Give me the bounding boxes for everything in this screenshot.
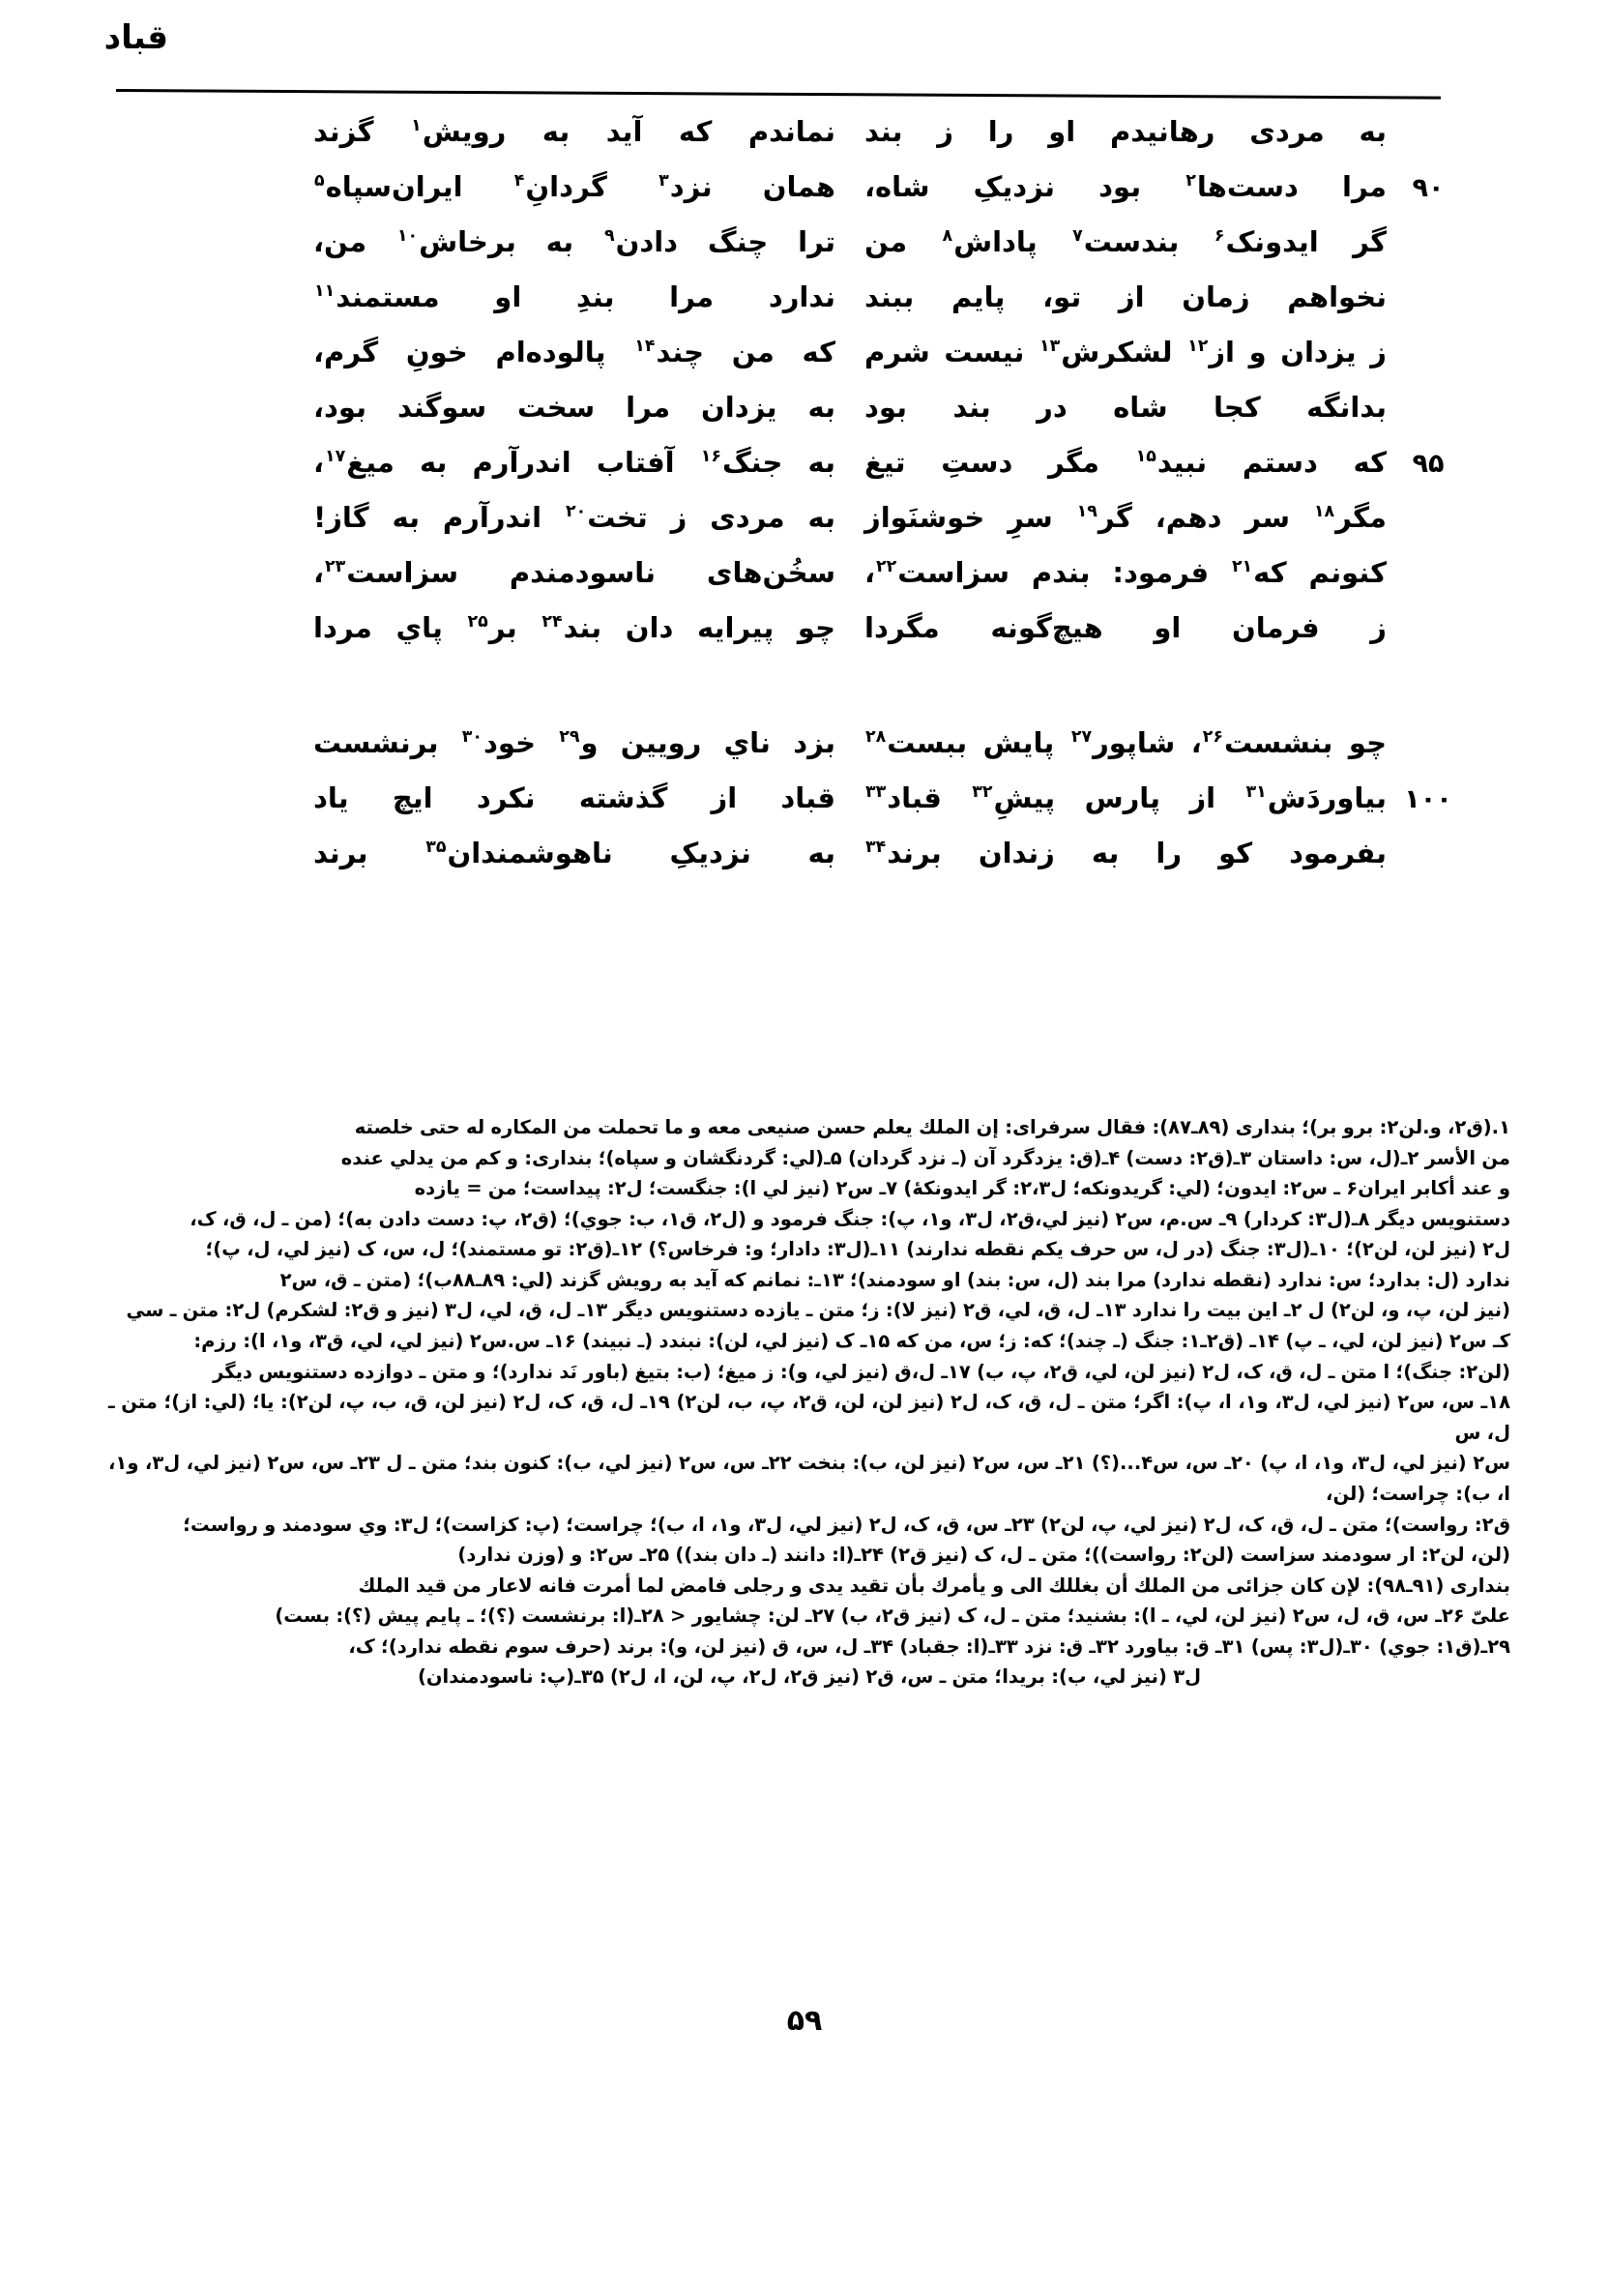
apparatus-marker: ۱۳ [1039, 337, 1061, 357]
apparatus-marker: ۲۵ [467, 612, 488, 633]
poem-stanza [116, 725, 1470, 891]
hemistich-second: نماندم که آید به رویش$^۱$ گزند [313, 115, 835, 148]
poem-verse-line [116, 390, 1470, 445]
apparatus-marker: ۲۹ [559, 727, 580, 748]
apparatus-marker: ۱۵ [1135, 447, 1156, 467]
apparatus-marker: ۴ [513, 171, 525, 191]
apparatus-marker: ۶ [1214, 226, 1225, 247]
apparatus-line: ل۲ (نیز لن، لن۲)؛ ۱۰ـ(ل۳: جنگ (در ل، س حرف یکم نقطه ندارند) ۱۱ـ(ل۳: دادار؛ و: فرخاس؟) ۱۲ـ(ق۲: تو مستمند)؛ ل، س، ک (نیز لي، ل، پ)؛ [205, 1238, 1510, 1261]
apparatus-line: و عند أكابر ايران۶ ـ س۲: ایدون؛ (لي: گریدونکه؛ ل۲،۳: گر ایدونکۀ) ۷ـ س۲ (نیز لي ا): جنگست؛ ل۲: پیداست؛ من = یازده [414, 1177, 1510, 1200]
poem-verse-line [116, 280, 1470, 335]
apparatus-marker: ۲۴ [541, 612, 563, 633]
poem-verse-line [116, 224, 1470, 280]
apparatus-marker: ۲۶ [1202, 727, 1223, 748]
hemistich-first: کنونم که$^{۲۱}$ فرمود: بندم سزاست$^{۲۲}$، [864, 556, 1387, 589]
hemistich-second: چو پیرایه دان بند$^{۲۴}$ بر$^{۲۵}$ پاي مردا [313, 611, 836, 644]
apparatus-line: ل۳ (نیز لي، ب): بریدا؛ متن ـ س، ق۲ (نیز ق۲، ل۲، پ، لن، ا، ل۲) ۳۵ـ(پ: ناسودمندان) [417, 1665, 1202, 1689]
apparatus-marker: ۲۸ [865, 727, 887, 748]
poem-stanza [116, 114, 1470, 665]
apparatus-marker: ۱۸ [1313, 502, 1335, 522]
running-head [103, 18, 168, 79]
hemistich-first: چو بنشست$^{۲۶}$، شاپور$^{۲۷}$ پایش ببست$^{۲۸}$ [865, 726, 1388, 759]
apparatus-marker: ۳ [658, 171, 669, 191]
apparatus-marker: ۱۰ [396, 226, 419, 247]
apparatus-line: کـ س۲ (نیز لن، لي، ـ پ) ۱۴ـ (ق۲ـ۱: جنگ (ـ چند)؛ که: ز؛ س، من که ۱۵ـ ک (نیز لي، لن): نبندد (ـ نبیند) ۱۶ـ س.س۲ (نیز لي، لي، ق۳، و۱، ا): رزم: [193, 1330, 1510, 1353]
apparatus-marker: ۲۰ [565, 502, 587, 522]
hemistich-second: ندارد مرا بندِ او مستمند$^{۱۱}$ [314, 280, 835, 313]
apparatus-marker: ۱۲ [1187, 337, 1209, 357]
apparatus-marker: ۱۶ [700, 447, 721, 467]
hemistich-second: به جنگ$^{۱۶}$ آفتاب اندرآرم به میغ$^{۱۷}$، [313, 446, 835, 479]
apparatus-line: علىّ ۲۶ـ س، ق، ل، س۲ (نیز لن، لي، ـ ا): بشنید؛ متن ـ ل، ک (نیز ق۲، ب) ۲۷ـ لن: چشایور < ۲۸ـ(ا: برنشست (؟)؛ ـ پا‌یم پیش (؟): بست) [275, 1604, 1510, 1628]
hemistich-first: که دستم نبید$^{۱۵}$ مگر دستِ تیغ [864, 446, 1387, 479]
hemistich-first: بیاوردَش$^{۳۱}$ از پارس پیشِ$^{۳۲}$ قباد$^{۳۳}$ [865, 781, 1387, 814]
page-number: ۵۹ [786, 2004, 823, 2038]
hemistich-first: ز یزدان و از$^{۱۲}$ لشکرش$^{۱۳}$ نیست شرم [864, 336, 1387, 368]
apparatus-line: ندارد (ل: بدارد؛ س: ندارد (نقطه ندارد) مرا بند (ل، س: بند) او سودمند)؛ ۱۳ـ: نمانم که آید به رویش گزند (لي: ۸۹ـ۸۸ب)؛ (متن ـ ق، س۲ [279, 1268, 1510, 1291]
poem-verse-line [116, 555, 1470, 610]
hemistich-second: قباد از گذشته نکرد ایچ یاد [313, 781, 835, 814]
apparatus-marker: ۳۵ [425, 838, 447, 858]
verse-number: ۱۰۰ [1404, 784, 1452, 814]
poem-verse-line [116, 114, 1470, 169]
apparatus-marker: ۸ [942, 226, 953, 247]
hemistich-first: مرا دست‌ها$^۲$ بود نزدیکِ شاه، [864, 170, 1387, 203]
apparatus-marker: ۳۳ [865, 782, 887, 803]
poem-verse-line [116, 445, 1470, 500]
apparatus-line: بنداری (۹۱ـ۹۸): لإن كان جزائى من الملك أن بغللك الى و يأمرك بأن تقید یدی و رجلی فامض لما أمرت فانه لاعار من قید الملك [358, 1574, 1510, 1597]
poem-verse-line [116, 500, 1470, 555]
apparatus-line: من الأسر ۲ـ(ل، س: داستان ۳ـ(ق۲: دست) ۴ـ(ق: یزدگرد آن (ـ نزد گردان) ۵ـ(لي: گردنگشان و سپاه)؛ بنداری: و كم من يدلي عنده [340, 1146, 1510, 1169]
running-head-text: قباد [103, 18, 168, 57]
apparatus-marker: ۱۷ [325, 447, 346, 467]
apparatus-marker: ۵ [314, 171, 325, 191]
poem-verse-line [116, 169, 1470, 224]
hemistich-second: بزد ناي رويين و$^{۲۹}$ خود$^{۳۰}$ برنشست [313, 726, 836, 759]
poem-verse-line [116, 610, 1470, 665]
apparatus-marker: ۲۲ [876, 557, 897, 577]
hemistich-first: مگر$^{۱۸}$ سر دهم، گر$^{۱۹}$ سرِ خوشنَواز [864, 501, 1387, 534]
hemistich-first: نخواهم زمان از تو، پایم ببند [864, 280, 1387, 313]
hemistich-first: بدانگه کجا شاه در بند بود [864, 391, 1387, 424]
poem-verse-line [116, 725, 1470, 780]
apparatus-marker: ۳۰ [461, 727, 483, 748]
hemistich-second: به یزدان مرا سخت سوگند بود، [313, 391, 835, 424]
apparatus-line: (نیز لن، پ، و، لن۲) ل ۲ـ این بیت را ندارد ۱۳ـ ل، ق، لي، ق۲ (نیز لا): ز؛ متن ـ یازده دستنویس دیگر ۱۳ـ ل، ق، لي، ل۳ (نیز و ق۲: لشکرم) ل۲: متن ـ سي [126, 1299, 1510, 1322]
apparatus-marker: ۲۱ [1231, 557, 1253, 577]
poem-verse-line [116, 780, 1470, 836]
apparatus-marker: ۹ [603, 226, 615, 247]
apparatus-marker: ۱۹ [1076, 502, 1097, 522]
verse-number: ۹۵ [1412, 449, 1445, 479]
apparatus-line: ۲۹ـ(ق۱: جوي) ۳۰ـ(ل۳: پس) ۳۱ـ ق: بیاورد ۳۲ـ ق: نزد ۳۳ـ(ا: جقباد) ۳۴ـ ل، س، ق (نیز لن، و): برند (حرف سوم نقطه ندارد)؛ ک، [348, 1634, 1510, 1658]
poem-body [116, 114, 1470, 900]
apparatus-line: ق۲: رواست)؛ متن ـ ل، ق، ک، ل۲ (نیز لي، پ، لن۲) ۲۳ـ س، ق، ک، ل۲ (نیز لي، ل۳، و۱، ا، ب)؛ چراست؛ (پ: کزاست)؛ ل۳: وي سودمند و رواست؛ [183, 1513, 1510, 1536]
apparatus-line: (لن، لن۲: ار سودمند سزاست (لن۲: رواست))؛ متن ـ ل، ک (نیز ق۲) ۲۴ـ(ا: دانند (ـ دان بند)) ۲۵ـ س۲: و (وزن ندارد) [457, 1544, 1510, 1567]
apparatus-line: دستنویس دیگر ۸ـ(ل۳: کردار) ۹ـ س.م، س۲ (نیز لي،ق۲، ل۳، و۱، پ): جنگ فرمود و (ل۲، ق۱، ب: جوي)؛ (ق۲، پ: دست دادن به)؛ (من ـ ل، ق، ک، [190, 1207, 1510, 1230]
hemistich-second: که من چند$^{۱۴}$ پالوده‌ام خونِ گرم، [313, 336, 835, 368]
apparatus-marker: ۱ [411, 116, 422, 136]
hemistich-first: گر ایدونک$^۶$ بندست$^۷$ پاداش$^۸$ من [864, 225, 1387, 258]
apparatus-marker: ۳۱ [1245, 782, 1267, 803]
critical-apparatus [108, 1112, 1510, 1693]
hemistich-second: همان نزد$^۳$ گردانِ$^۴$ ایران‌سپاه$^۵$ [314, 170, 835, 203]
apparatus-line: س۲ (نیز لي، ل۳، و۱، ا، پ) ۲۰ـ س، س۴...(؟) ۲۱ـ س، س۲ (نیز لن، ب): بنخت ۲۲ـ س، س۲ (نیز لي، ب): کنون بند؛ متن ـ ل ۲۳ـ س، س۲ (نیز لي، ل۳، و۱، ا، ب): چراست؛ (لن، [108, 1452, 1511, 1505]
hemistich-first: بفرمود کو را به زندان برند$^{۳۴}$ [865, 837, 1387, 869]
apparatus-marker: ۲۳ [325, 557, 346, 577]
apparatus-line: ۱.(ق۲، و.لن۲: برو بر)؛ بنداری (۸۹ـ۸۷): فقال سرفرای: إن الملك يعلم حسن صنيعى معه و ما تحملت من المكاره له حتى خلصته [354, 1116, 1510, 1138]
apparatus-marker: ۷ [1072, 226, 1083, 247]
hemistich-second: به نزدیکِ ناهوشمندان$^{۳۵}$ برند [313, 837, 836, 869]
apparatus-line: ۱۸ـ س، س۲ (نیز لي، ل۳، و۱، ا، پ): اگر؛ متن ـ ل، ق، ک، ل۲ (نیز لن، لن، ق۲، پ، ب، لن۲) ۱۹ـ ل، ق، ک، ل۲ (نیز لن، ق، ب، پ، لن۲): یا؛ (لي: از)؛ متن ـ ل، س [108, 1391, 1510, 1444]
apparatus-marker: ۲۷ [1070, 727, 1093, 748]
verse-number: ۹۰ [1412, 173, 1445, 203]
apparatus-marker: ۲ [1185, 171, 1196, 191]
apparatus-line: (لن۲: جنگ)؛ ا متن ـ ل، ق، ک، ل۲ (نیز لن، لي، ق۲، پ، ب) ۱۷ـ ل،ق (نیز لي، و): ز میغ؛ (ب: بتیغ (باور نَد ندارد)؛ و متن ـ دوازده دستنویس دیگر [213, 1360, 1510, 1383]
hemistich-first: ز فرمان او هیچ‌گونه مگردا [864, 611, 1387, 644]
hemistich-second: به مردی ز تخت$^{۲۰}$ اندرآرم به گاز! [313, 501, 835, 534]
apparatus-marker: ۱۴ [634, 337, 656, 357]
apparatus-marker: ۳۴ [865, 838, 887, 858]
hemistich-second: سخُن‌های ناسودمندم سزاست$^{۲۳}$، [313, 556, 835, 589]
apparatus-marker: ۱۱ [314, 281, 336, 302]
poem-verse-line [116, 335, 1470, 390]
hemistich-second: ترا چنگ دادن$^۹$ به برخاش$^{۱۰}$ من، [313, 225, 836, 258]
header-rule-divider [116, 89, 1441, 100]
hemistich-first: به مردی رهانیدم او را ز بند [864, 115, 1387, 148]
poem-verse-line [116, 836, 1470, 891]
apparatus-marker: ۳۲ [972, 782, 993, 803]
